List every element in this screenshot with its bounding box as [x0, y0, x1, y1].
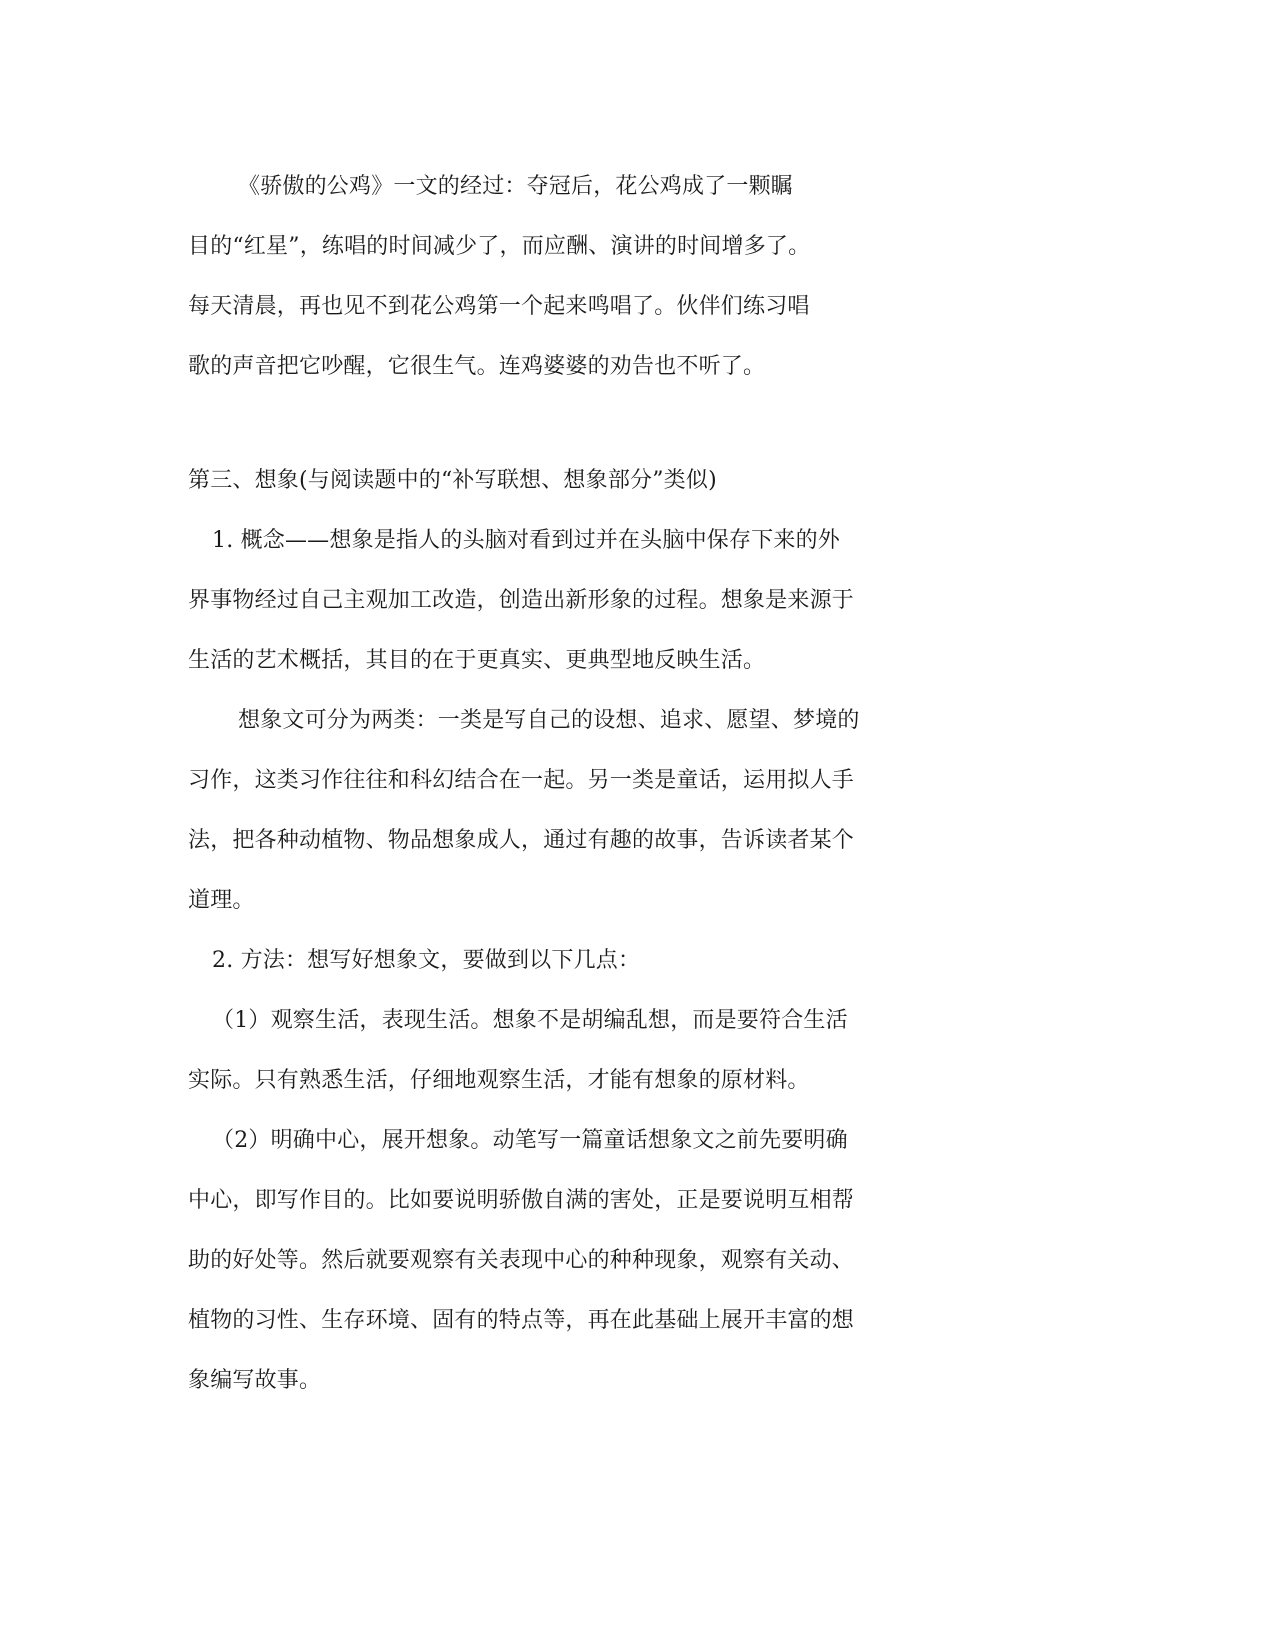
- section-heading: 第三、想象(与阅读题中的“补写联想、想象部分”类似): [188, 468, 717, 493]
- paragraph-line: 法，把各种动植物、物品想象成人，通过有趣的故事，告诉读者某个: [188, 828, 855, 853]
- paragraph-line: 实际。只有熟悉生活，仔细地观察生活，才能有想象的原材料。: [188, 1068, 810, 1093]
- paragraph-line: 象编写故事。: [188, 1368, 322, 1393]
- paragraph-line: 界事物经过自己主观加工改造，创造出新形象的过程。想象是来源于: [188, 588, 855, 613]
- paragraph-line: 植物的习性、生存环境、固有的特点等，再在此基础上展开丰富的想: [188, 1308, 855, 1333]
- paragraph-line: 生活的艺术概括，其目的在于更真实、更典型地反映生活。: [188, 648, 766, 673]
- paragraph-line: 想象文可分为两类：一类是写自己的设想、追求、愿望、梦境的: [238, 708, 860, 733]
- paragraph-line: 习作，这类习作往往和科幻结合在一起。另一类是童话，运用拟人手: [188, 768, 855, 793]
- paragraph-line: 中心，即写作目的。比如要说明骄傲自满的害处，正是要说明互相帮: [188, 1188, 855, 1213]
- paragraph-line: 道理。: [188, 888, 255, 913]
- paragraph-line: （1）观察生活，表现生活。想象不是胡编乱想，而是要符合生活: [212, 1008, 848, 1033]
- paragraph-line: 每天清晨，再也见不到花公鸡第一个起来鸣唱了。伙伴们练习唱: [188, 294, 810, 319]
- paragraph-line: （2）明确中心，展开想象。动笔写一篇童话想象文之前先要明确: [212, 1128, 848, 1153]
- paragraph-line: 歌的声音把它吵醒，它很生气。连鸡婆婆的劝告也不听了。: [188, 354, 766, 379]
- paragraph-line: 2. 方法：想写好想象文，要做到以下几点：: [212, 948, 641, 973]
- paragraph-line: 助的好处等。然后就要观察有关表现中心的种种现象，观察有关动、: [188, 1248, 855, 1273]
- paragraph-line: 1. 概念——想象是指人的头脑对看到过并在头脑中保存下来的外: [212, 528, 840, 553]
- paragraph-line: 《骄傲的公鸡》一文的经过：夺冠后，花公鸡成了一颗瞩: [238, 174, 794, 199]
- paragraph-line: 目的“红星”，练唱的时间减少了，而应酬、演讲的时间增多了。: [188, 234, 811, 259]
